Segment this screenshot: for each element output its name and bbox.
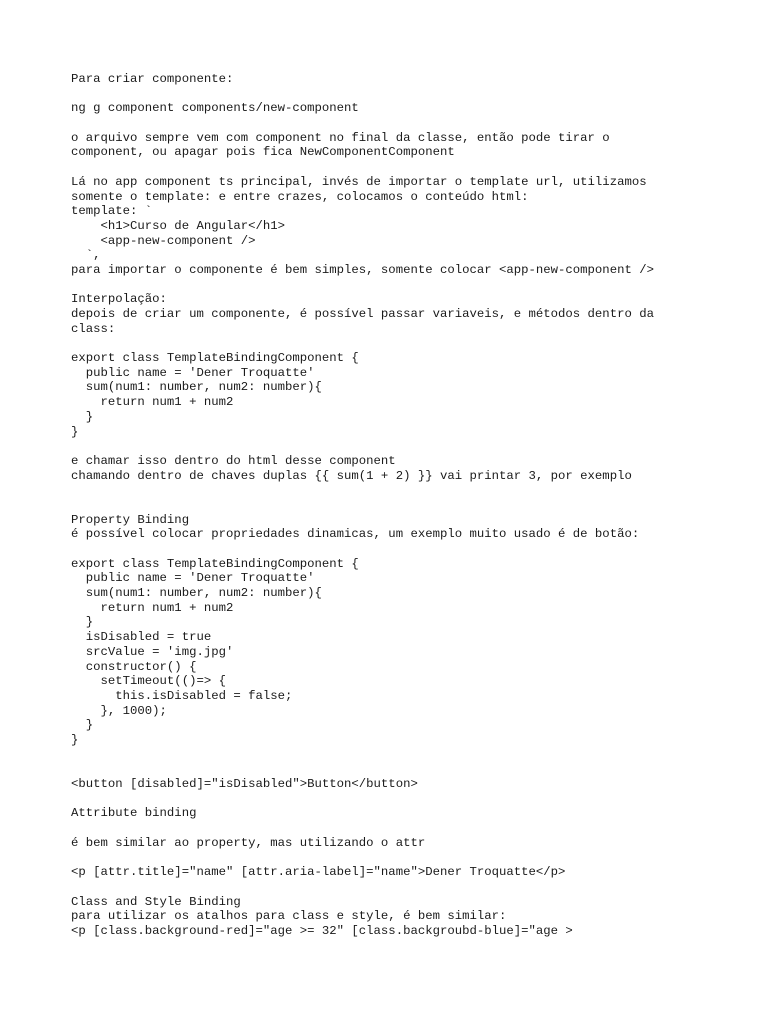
text-line: export class TemplateBindingComponent { [71,351,359,366]
text-line: <h1>Curso de Angular</h1> [71,218,286,233]
text-line: ng g component components/new-component [71,101,359,116]
text-line [71,880,751,895]
text-line: public name = 'Dener Troquatte' [71,571,315,586]
text-line: export class TemplateBindingComponent { [71,556,359,571]
text-line: component, ou apagar pois fica NewComponentComponent [71,145,455,160]
text-line: somente o template: e entre crazes, colocamos o conteúdo html: [71,189,529,204]
text-line: isDisabled = true [71,630,212,645]
text-line: } [71,409,94,424]
text-line [71,762,751,777]
text-line: <app-new-component /> [71,233,256,248]
text-line: template: ` [71,204,153,219]
text-line: é bem similar ao property, mas utilizando o attr [71,835,426,850]
text-line: `, [71,248,101,263]
text-line: depois de criar um componente, é possível passar variaveis, e métodos dentro da [71,307,654,321]
text-line: Interpolação: [71,292,167,307]
text-line: this.isDisabled = false; [71,688,293,703]
text-line: o arquivo sempre vem com component no final da classe, então pode tirar o [71,130,610,145]
text-line: <button [disabled]="isDisabled">Button</button> [71,777,418,791]
text-line: Attribute binding [71,806,197,821]
text-line [71,160,751,175]
text-line: } [71,615,94,630]
text-line: constructor() { [71,659,197,674]
text-line: Class and Style Binding [71,894,241,909]
text-line [71,87,751,102]
text-line: para importar o componente é bem simples, somente colocar <app-new-component /> [71,262,654,277]
text-line: return num1 + num2 [71,395,234,410]
text-line: <p [class.background-red]="age >= 32" [class.backgroubd-blue]="age > [71,923,573,938]
text-line: sum(num1: number, num2: number){ [71,586,322,601]
text-line: <p [attr.title]="name" [attr.aria-label]="name">Dener Troquatte</p> [71,865,566,880]
text-line [71,542,751,557]
text-line [71,498,751,513]
text-line: para utilizar os atalhos para class e style, é bem similar: [71,909,507,924]
text-line [71,850,751,865]
text-line [71,483,751,498]
text-line: return num1 + num2 [71,600,234,615]
text-line: setTimeout(()=> { [71,674,226,689]
text-line: } [71,424,79,439]
text-line: Lá no app component ts principal, invés de importar o template url, utilizamos [71,174,647,189]
text-line: sum(num1: number, num2: number){ [71,380,322,395]
text-line: public name = 'Dener Troquatte' [71,365,315,380]
text-line [71,116,751,131]
text-line: } [71,732,79,747]
text-line [71,278,751,293]
text-line: e chamar isso dentro do html desse component [71,453,396,468]
text-line: srcValue = 'img.jpg' [71,644,234,659]
text-line [71,336,751,351]
document-page [71,72,751,939]
text-line [71,792,751,807]
text-line: é possível colocar propriedades dinamicas, um exemplo muito usado é de botão: [71,527,640,542]
text-line [71,821,751,836]
text-line: }, 1000); [71,703,167,718]
text-line: Property Binding [71,512,190,527]
text-line: class: [71,321,116,336]
text-line: Para criar componente: [71,72,234,86]
text-line [71,748,751,763]
text-line: chamando dentro de chaves duplas {{ sum(1 + 2) }} vai printar 3, por exemplo [71,468,632,483]
text-line: } [71,718,94,733]
text-line [71,439,751,454]
